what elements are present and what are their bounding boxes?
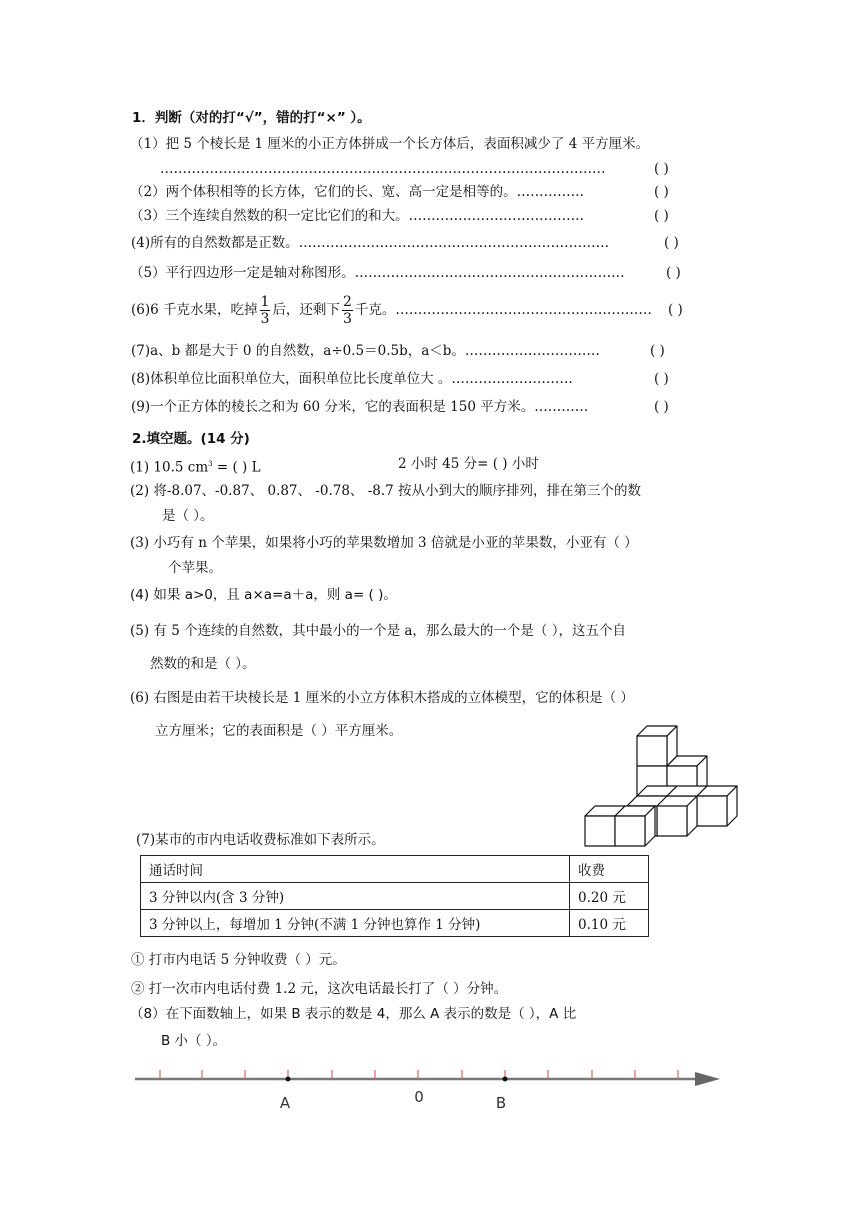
table-cell: 3 分钟以上，每增加 1 分钟(不满 1 分钟也算作 1 分钟) — [141, 910, 570, 937]
table-header-cell: 收费 — [570, 856, 649, 883]
judge-item-8: (8)体积单位比面积单位大，面积单位比长度单位大 。……………………… — [131, 371, 573, 387]
fee-table — [140, 855, 649, 937]
judge-item-6-pre: (6)6 千克水果，吃掉 — [131, 302, 258, 318]
judge-item-6-post: 千克。………………………………………………… — [354, 302, 652, 318]
fill-q5-line1: (5) 有 5 个连续的自然数，其中最小的一个是 a，那么最大的一个是（ ），这五个自 — [130, 623, 626, 639]
judge-item-9: (9)一个正方体的棱长之和为 60 分米，它的表面积是 150 平方米。………… — [131, 399, 589, 415]
fraction-two-thirds — [342, 294, 353, 327]
fill-q3-line1: (3) 小巧有 n 个苹果，如果将小巧的苹果数增加 3 倍就是小亚的苹果数，小亚有（ ） — [130, 535, 638, 551]
cube — [697, 786, 737, 826]
fill-q8-line2: B 小（ ）。 — [161, 1033, 227, 1049]
fill-q4: (4) 如果 a>0，且 a×a=a＋a，则 a= ( )。 — [130, 587, 397, 603]
answer-blank-9[interactable]: ( ) — [654, 399, 669, 415]
fill-q2-line2: 是（ ）。 — [162, 508, 214, 524]
judge-item-5: （5）平行四边形一定是轴对称图形。…………………………………………………… — [130, 265, 625, 281]
fill-q2-line1: (2) 将-8.07、-0.87、 0.87、 -0.78、 -8.7 按从小到大的顺序排列，排在第三个的数 — [130, 483, 642, 499]
point-a — [286, 1077, 291, 1082]
fill-q3-line2: 个苹果。 — [168, 560, 222, 576]
cube — [637, 726, 677, 766]
fill-q8-line1: （8）在下面数轴上，如果 B 表示的数是 4，那么 A 表示的数是（ ），A 比 — [130, 1006, 577, 1022]
answer-blank-8[interactable]: ( ) — [654, 371, 669, 387]
fraction-denominator: 3 — [342, 311, 352, 327]
label-a: A — [279, 1094, 291, 1112]
cubic-superscript: 3 — [208, 460, 213, 468]
table-row — [141, 883, 649, 910]
section2-title: 2.填空题。(14 分) — [132, 431, 250, 447]
fraction-one-third — [260, 294, 271, 327]
table-cell: 0.20 元 — [570, 883, 649, 910]
fraction-numerator: 1 — [260, 294, 270, 310]
fill-q7-a: ① 打市内电话 5 分钟收费（ ）元。 — [131, 952, 346, 968]
fill-q1-a-post: = ( ) L — [212, 459, 261, 476]
table-header-row — [141, 856, 649, 883]
answer-blank-7[interactable]: ( ) — [650, 343, 665, 359]
label-b: B — [495, 1094, 507, 1112]
fill-q7-b: ② 打一次市内电话付费 1.2 元，这次电话最长打了（ ）分钟。 — [131, 981, 508, 997]
judge-item-6-mid: 后，还剩下 — [272, 302, 340, 318]
fraction-numerator: 2 — [342, 294, 352, 310]
table-cell: 3 分钟以内(含 3 分钟) — [141, 883, 570, 910]
answer-blank-4[interactable]: ( ) — [664, 235, 679, 251]
answer-blank-1[interactable]: ( ) — [654, 161, 669, 177]
judge-item-7: (7)a、b 都是大于 0 的自然数，a÷0.5＝0.5b，a＜b。………………………… — [131, 343, 600, 359]
judge-item-1-dots: ……………………………………………………………………………………… — [160, 161, 606, 177]
axis-arrow — [695, 1072, 720, 1086]
label-zero: 0 — [414, 1088, 424, 1106]
judge-item-4: (4)所有的自然数都是正数。…………………………………………………………… — [131, 235, 610, 251]
answer-blank-2[interactable]: ( ) — [654, 184, 669, 200]
fill-q6-line2: 立方厘米；它的表面积是（ ）平方厘米。 — [155, 723, 403, 739]
answer-blank-6[interactable]: ( ) — [668, 302, 683, 318]
axis-ticks — [160, 1070, 678, 1079]
fill-q6-line1: (6) 右图是由若干块棱长是 1 厘米的小立方体积木搭成的立体模型，它的体积是（ ） — [130, 690, 634, 706]
fill-q5-line2: 然数的和是（ ）。 — [150, 656, 256, 672]
table-header-cell: 通话时间 — [141, 856, 570, 883]
table-row — [141, 910, 649, 937]
fill-q1-a — [130, 455, 261, 477]
answer-blank-3[interactable]: ( ) — [654, 208, 669, 224]
judge-item-3: （3）三个连续自然数的积一定比它们的和大。………………………………… — [130, 208, 585, 224]
fill-q1-b: 2 小时 45 分= ( ) 小时 — [398, 456, 539, 472]
judge-item-2: （2）两个体积相等的长方体，它们的长、宽、高一定是相等的。…………… — [130, 184, 585, 200]
judge-item-1: （1）把 5 个棱长是 1 厘米的小正方体拼成一个长方体后，表面积减少了 4 平方厘米。 — [130, 136, 650, 152]
answer-blank-5[interactable]: ( ) — [666, 265, 681, 281]
fill-q7-title: (7)某市的市内电话收费标准如下表所示。 — [136, 832, 385, 848]
cube — [615, 806, 655, 846]
point-b — [503, 1077, 508, 1082]
section1-title: 1．判断（对的打“√”，错的打“×” ）。 — [132, 110, 371, 126]
number-line — [120, 1060, 730, 1120]
table-cell: 0.10 元 — [570, 910, 649, 937]
judge-item-6 — [131, 292, 652, 328]
fill-q1-a-pre: (1) 10.5 cm — [130, 459, 209, 476]
fraction-denominator: 3 — [260, 311, 270, 327]
cube-model-figure — [580, 720, 744, 852]
